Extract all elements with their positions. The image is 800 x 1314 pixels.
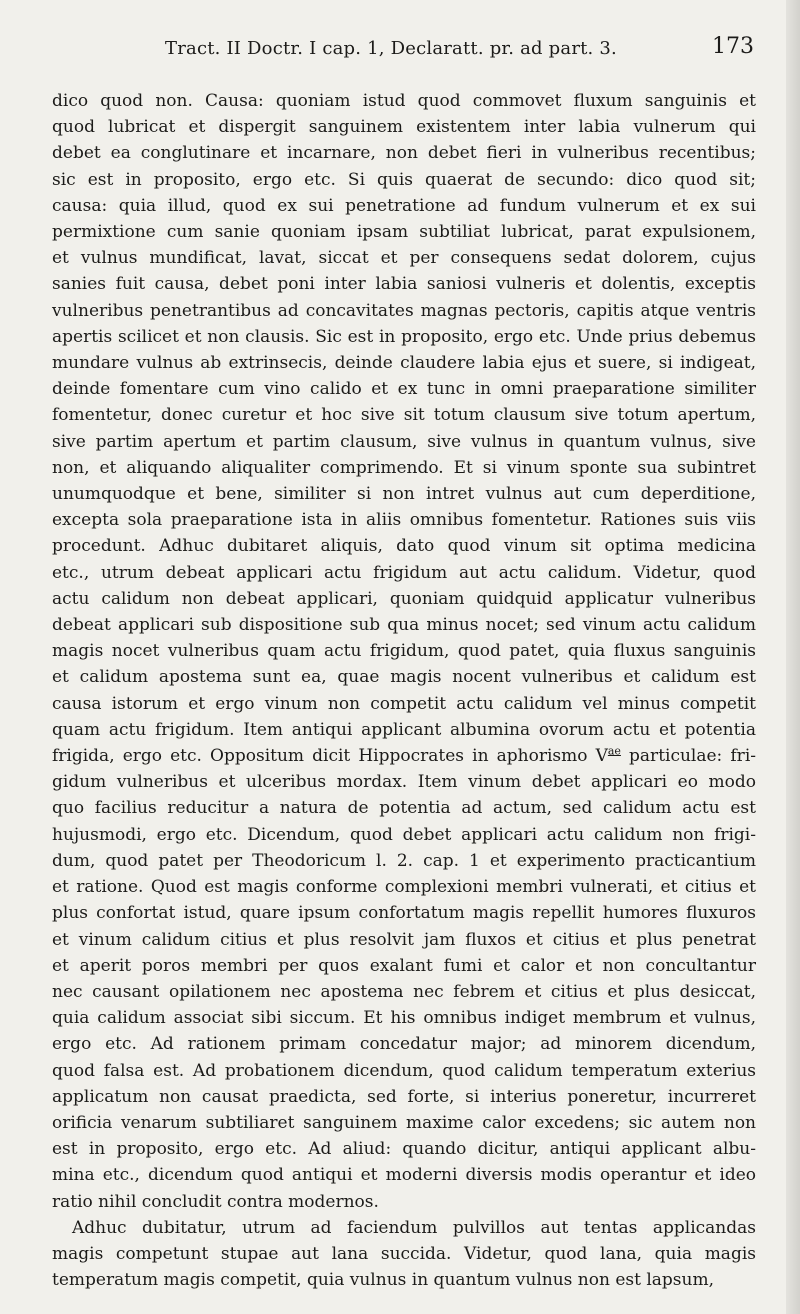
text-line: apertis scilicet et non clausis. Sic est in proposito, ergo etc. Unde prius debemus (52, 326, 756, 347)
text-line: et vulnus mundificat, lavat, siccat et per consequens sedat dolorem, cujus (52, 248, 756, 269)
text-line: Adhuc dubitatur, utrum ad faciendum pulvillos aut tentas applicandas (72, 1217, 756, 1238)
text-line: nec causant opilationem nec apostema nec febrem et citius et plus desiccat, (52, 981, 756, 1002)
text-line: est in proposito, ergo etc. Ad aliud: quando dicitur, antiqui applicant albu- (52, 1139, 756, 1160)
paragraph-1 (52, 88, 756, 1215)
text-line: causa: quia illud, quod ex sui penetratione ad fundum vulnerum et ex sui (52, 195, 756, 216)
text-line: causa istorum et ergo vinum non competit actu calidum vel minus competit (52, 693, 756, 714)
text-line: gidum vulneribus et ulceribus mordax. Item vinum debet applicari eo modo (52, 772, 756, 793)
text-line: debet ea conglutinare et incarnare, non debet fieri in vulneribus recentibus; (52, 143, 756, 164)
text-line: vulneribus penetrantibus ad concavitates magnas pectoris, capitis atque ventris (52, 300, 756, 321)
text-line: quo facilius reducitur a natura de potentia ad actum, sed calidum actu est (52, 798, 756, 819)
text-line: et aperit poros membri per quos exalant fumi et calor et non concultantur (52, 955, 756, 976)
text-line: frigida, ergo etc. Oppositum dicit Hippocrates in aphorismo $V^{ae}$ particulae: fri- (52, 744, 756, 767)
text-line: magis competunt stupae aut lana succida. Videtur, quod lana, quia magis (52, 1243, 756, 1264)
text-line: et ratione. Quod est magis conforme complexioni membri vulnerati, et citius et (52, 877, 756, 898)
text-line: magis nocet vulneribus quam actu frigidum, quod patet, quia fluxus sanguinis (52, 641, 756, 662)
text-line: ratio nihil concludit contra modernos. (52, 1191, 379, 1212)
text-line: dico quod non. Causa: quoniam istud quod commovet fluxum sanguinis et (52, 91, 756, 111)
text-line: sic est in proposito, ergo etc. Si quis quaerat de secundo: dico quod sit; (52, 169, 756, 190)
text-line: ergo etc. Ad rationem primam concedatur major; ad minorem dicendum, (52, 1034, 756, 1055)
aphorism-superscript: ae (607, 744, 621, 758)
text-line: procedunt. Adhuc dubitaret aliquis, dato quod vinum sit optima medicina (52, 536, 756, 557)
text-line: orificia venarum subtiliaret sanguinem maxime calor excedens; sic autem non (52, 1112, 756, 1133)
text-line: fomentetur, donec curetur et hoc sive sit totum clausum sive totum apertum, (52, 405, 756, 426)
text-line: sanies fuit causa, debet poni inter labia saniosi vulneris et dolentis, exceptis (52, 274, 756, 295)
text-line: et vinum calidum citius et plus resolvit jam fluxos et citius et plus penetrat (52, 929, 756, 950)
page-gutter-shadow (786, 0, 800, 1314)
text-line: quod falsa est. Ad probationem dicendum, quod calidum temperatum exterius (52, 1060, 756, 1081)
text-line: debeat applicari sub dispositione sub qua minus nocet; sed vinum actu calidum (52, 615, 756, 636)
text-line: applicatum non causat praedicta, sed forte, si interius poneretur, incurreret (52, 1086, 756, 1107)
text-line: dum, quod patet per Theodoricum l. 2. cap. 1 et experimento practicantium (52, 850, 756, 871)
text-line: etc., utrum debeat applicari actu frigidum aut actu calidum. Videtur, quod (52, 562, 756, 583)
text-line: plus confortat istud, quare ipsum confortatum magis repellit humores fluxuros (52, 903, 756, 924)
text-line: hujusmodi, ergo etc. Dicendum, quod debet applicari actu calidum non frigi- (52, 824, 756, 845)
body-text (52, 88, 756, 1293)
text-line: quam actu frigidum. Item antiqui applicant albumina ovorum actu et potentia (52, 719, 756, 740)
text-line: sive partim apertum et partim clausum, sive vulnus in quantum vulnus, sive (52, 431, 756, 452)
text-line: unumquodque et bene, similiter si non intret vulnus aut cum deperditione, (52, 484, 756, 505)
text-line: quia calidum associat sibi siccum. Et his omnibus indiget membrum et vulnus, (52, 1008, 756, 1029)
text-line: et calidum apostema sunt ea, quae magis nocent vulneribus et calidum est (52, 667, 756, 688)
paragraph-2 (52, 1215, 756, 1294)
text-line: actu calidum non debeat applicari, quoniam quidquid applicatur vulneribus (52, 588, 756, 609)
page-number: 173 (712, 34, 754, 59)
text-line: quod lubricat et dispergit sanguinem existentem inter labia vulnerum qui (52, 117, 756, 138)
text-line: non, et aliquando aliqualiter comprimendo. Et si vinum sponte sua subintret (52, 457, 756, 478)
running-title: Tract. II Doctr. I cap. 1, Declaratt. pr. ad part. 3. (165, 38, 617, 59)
text-line: mundare vulnus ab extrinsecis, deinde claudere labia ejus et suere, si indigeat, (52, 353, 756, 374)
text-line: deinde fomentare cum vino calido et ex tunc in omni praeparatione similiter (52, 379, 756, 400)
text-line: permixtione cum sanie quoniam ipsam subtiliat lubricat, parat expulsionem, (52, 222, 756, 243)
text-line: excepta sola praeparatione ista in aliis omnibus fomentetur. Rationes suis viis (52, 510, 756, 531)
running-header (0, 32, 800, 66)
text-line: temperatum magis competit, quia vulnus in quantum vulnus non est lapsum, (52, 1270, 715, 1291)
text-line: mina etc., dicendum quod antiqui et moderni diversis modis operantur et ideo (52, 1165, 756, 1186)
aphorism-suffix: particulae: fri- (620, 746, 756, 767)
